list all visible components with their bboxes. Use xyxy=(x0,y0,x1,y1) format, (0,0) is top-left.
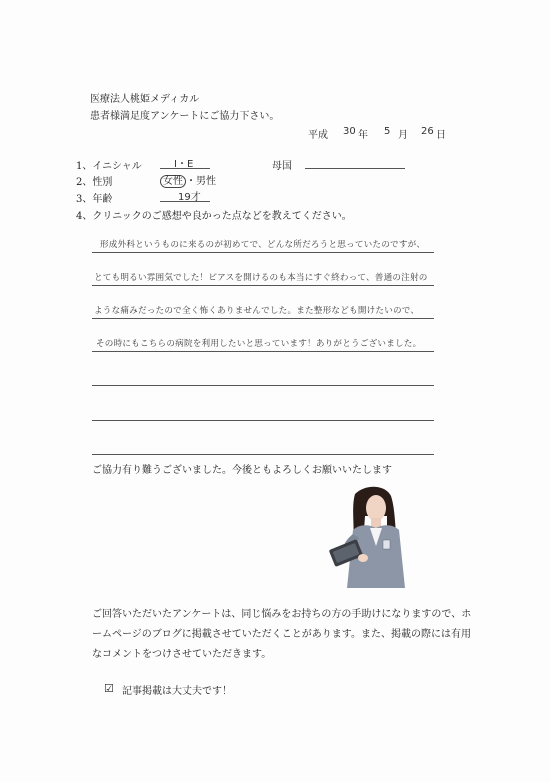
date-year: 30 xyxy=(343,126,356,137)
notice-line-3: なコメントをつけさせていただきます。 xyxy=(92,649,272,660)
answer-line-3: ような痛みだったので全く怖くありませんでした。また整形なども開けたいので、 xyxy=(94,306,420,316)
notice-line-1: ご回答いただいたアンケートは、同じ悩みをお持ちの方の手助けになりますので、ホ xyxy=(92,609,472,620)
initial-underline xyxy=(160,168,210,169)
date-month-unit: 月 xyxy=(398,130,408,141)
date-year-unit: 年 xyxy=(358,130,368,141)
answer-rule-4 xyxy=(92,351,434,352)
date-day: 26 xyxy=(421,126,434,137)
answer-rule-7 xyxy=(92,454,434,455)
answer-rule-2 xyxy=(92,285,434,286)
country-label: 母国 xyxy=(272,161,292,172)
date-day-unit: 日 xyxy=(436,130,446,141)
survey-request: 患者様満足度アンケートにご協力下さい。 xyxy=(90,111,280,122)
country-underline xyxy=(305,168,405,169)
answer-rule-1 xyxy=(92,252,434,253)
consent-checkbox[interactable]: ☑ xyxy=(104,682,114,695)
answer-rule-5 xyxy=(92,385,434,386)
comments-label: 4、クリニックのご感想や良かった点などを教えてください。 xyxy=(76,211,352,222)
initial-value: I・E xyxy=(174,159,194,170)
age-label: 3、年齢 xyxy=(76,194,113,205)
answer-line-2: とても明るい雰囲気でした！ピアスを開けるのも本当にすぐ終わって、普通の注射の xyxy=(94,273,428,283)
answer-line-1: 形成外科というものに来るのが初めてで、どんな所だろうと思っていたのですが、 xyxy=(100,240,426,250)
age-value: 19才 xyxy=(178,192,201,203)
answer-rule-3 xyxy=(92,318,434,319)
thanks-text: ご協力有り難うございました。今後ともよろしくお願いいたします xyxy=(92,465,392,476)
answer-line-4: その時にもこちらの病院を利用したいと思っています！ありがとうございました。 xyxy=(96,339,422,349)
notice-line-2: ームページのブログに掲載させていただくことがあります。また、掲載の際には有用 xyxy=(92,629,471,640)
staff-photo xyxy=(325,486,415,588)
gender-male: 男性 xyxy=(196,176,216,187)
age-underline xyxy=(160,201,210,202)
gender-label: 2、性別 xyxy=(76,177,113,188)
answer-rule-6 xyxy=(92,420,434,421)
gender-options xyxy=(160,172,216,187)
gender-separator: ・ xyxy=(186,176,196,187)
date-era: 平成 xyxy=(308,130,328,141)
consent-label: 記事掲載は大丈夫です！ xyxy=(122,686,232,697)
gender-female-selected: 女性 xyxy=(160,175,186,188)
initial-label: 1、イニシャル xyxy=(76,161,142,172)
date-month: 5 xyxy=(384,126,391,137)
clinic-name: 医療法人桃姫メディカル xyxy=(90,94,200,105)
